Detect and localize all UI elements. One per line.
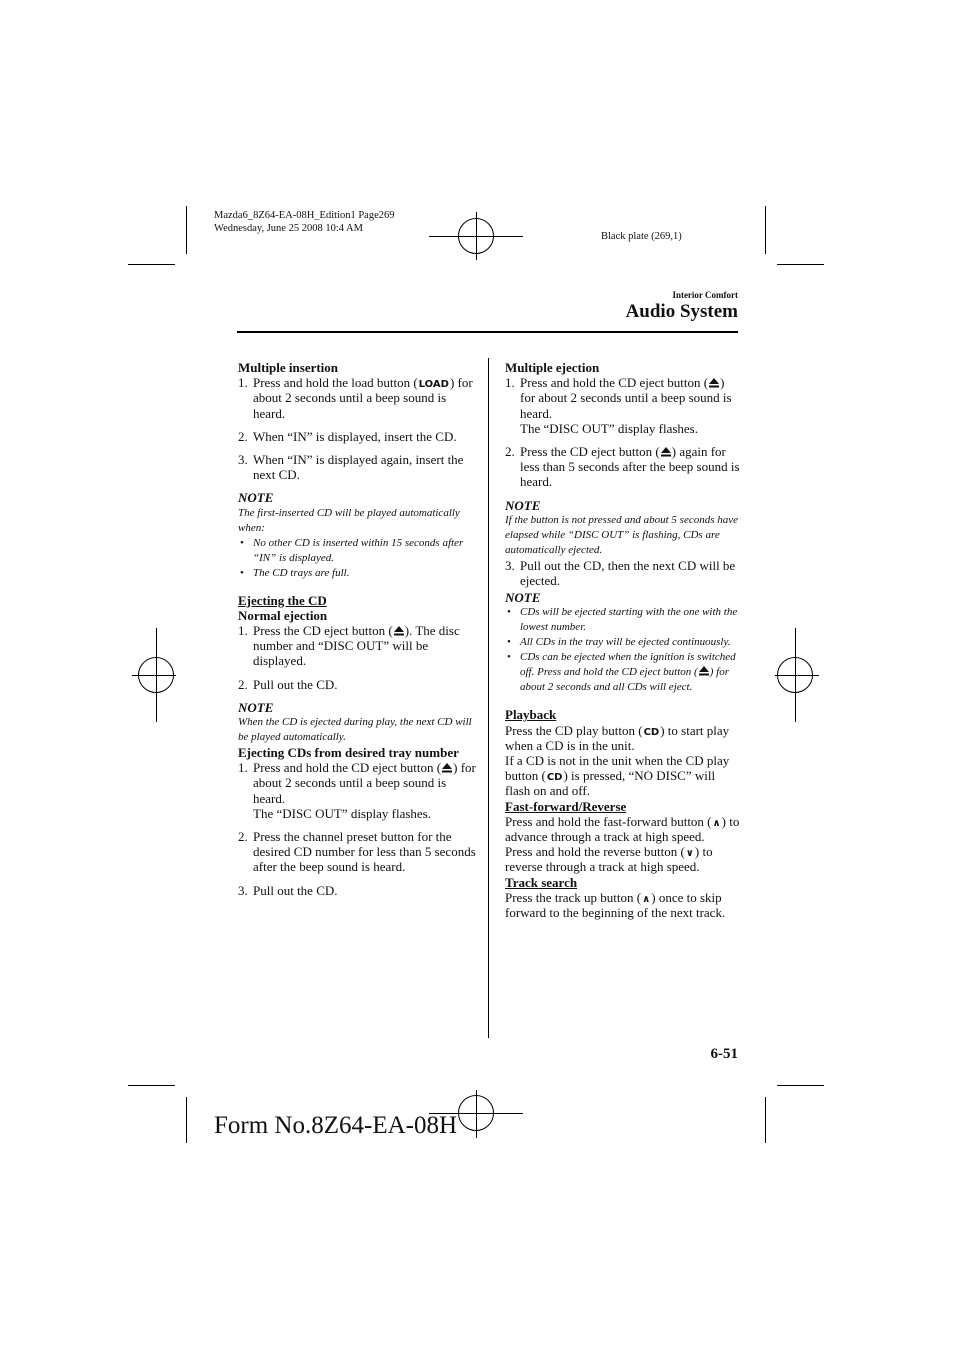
subsection-track-search: Track search (505, 874, 578, 890)
tray-ejection-steps (238, 760, 476, 898)
note-label: NOTE (238, 699, 274, 715)
note-normal-ejection: When the CD is ejected during play, the next CD will be played automatically. (238, 716, 472, 744)
note-bullet: • No other CD is inserted within 15 seconds after “IN” is displayed. (240, 536, 464, 564)
note-label: NOTE (238, 490, 274, 506)
subsection-playback: Playback (505, 707, 557, 723)
heading-multiple-insertion: Multiple insertion (238, 360, 339, 375)
note-bullet: • CDs will be ejected starting with the one with the lowest number. (507, 606, 738, 634)
date-line: Wednesday, June 25 2008 10:4 AM (214, 222, 363, 234)
registration-circle (138, 657, 174, 693)
registration-circle (458, 1095, 494, 1131)
crop-mark (777, 1085, 824, 1086)
header-rule (237, 331, 738, 333)
page-title: Audio System (625, 301, 738, 322)
note-bullet: • CDs can be ejected when the ignition is switched off. Press and hold the CD eject button ( ) for about 2 seconds and all CDs will eject. (507, 651, 736, 694)
multiple-ejection-steps (505, 375, 741, 489)
note-bullet: • All CDs in the tray will be ejected continuously. (507, 636, 731, 649)
list-item: 3. When “IN” is displayed again, insert the next CD. (238, 452, 464, 483)
list-item: 2. Press the CD eject button ( ) again for less than 5 seconds after the beep sound is heard. (505, 444, 740, 490)
crop-mark (186, 1097, 187, 1143)
note-ejection-bullets (505, 605, 741, 695)
eject-icon (441, 762, 453, 773)
list-item: 1. Press and hold the CD eject button ( ) for about 2 seconds until a beep sound is heard. The “DISC OUT” display flashes. (505, 375, 732, 436)
subsection-ffrev: Fast-forward/Reverse (505, 798, 627, 814)
eject-icon (660, 446, 672, 457)
list-item: 1. Press the CD eject button ( ). The disc number and “DISC OUT” will be displayed. (238, 623, 460, 669)
column-divider (488, 358, 489, 1038)
print-meta (214, 210, 395, 235)
plate-label: Black plate (269,1) (601, 231, 682, 242)
note-label: NOTE (505, 497, 541, 513)
crop-mark (765, 206, 766, 254)
right-column (505, 360, 741, 920)
note-multiple-ejection: If the button is not pressed and about 5 seconds have elapsed while “DISC OUT” is flashing, CDs are automatically ejected. (505, 513, 739, 556)
list-item: 1. Press and hold the CD eject button ( ) for about 2 seconds until a beep sound is heard. The “DISC OUT” display flashes. (238, 760, 476, 821)
up-icon: ∧ (712, 817, 721, 829)
list-item: 1. Press and hold the load button (LOAD) for about 2 seconds until a beep sound is heard. (238, 375, 473, 421)
up-icon: ∧ (642, 893, 651, 905)
registration-circle (777, 657, 813, 693)
section-category: Interior Comfort (672, 290, 738, 300)
load-icon: LOAD (418, 379, 449, 391)
playback-text: Press the CD play button (CD) to start play when a CD is in the unit. If a CD is not in the unit when the CD play button (CD) is pressed, “NO DISC” will flash on and off. (505, 722, 730, 799)
crop-mark (186, 206, 187, 254)
track-search-text: Press the track up button (∧) once to skip forward to the beginning of the next track. (505, 889, 726, 921)
crop-mark (128, 264, 175, 265)
list-item: 3. Pull out the CD, then the next CD will be ejected. (505, 557, 736, 589)
ffrev-text: Press and hold the fast-forward button (∧) to advance through a track at high speed. Press and hold the reverse button (∨) to reverse through a track at high speed. (505, 813, 740, 875)
list-item: 2. When “IN” is displayed, insert the CD. (238, 428, 457, 444)
note-label: NOTE (505, 590, 541, 606)
crop-mark (777, 264, 824, 265)
insertion-steps (238, 375, 476, 482)
list-item: 2. Pull out the CD. (238, 676, 338, 692)
down-icon: ∨ (685, 848, 694, 860)
heading-tray-ejection: Ejecting CDs from desired tray number (238, 745, 459, 761)
crop-mark (128, 1085, 175, 1086)
subsection-ejecting: Ejecting the CD (238, 592, 327, 608)
multiple-ejection-steps-cont (505, 558, 741, 588)
heading-normal-ejection: Normal ejection (238, 607, 328, 623)
cd-icon: CD (643, 726, 660, 738)
file-line: Mazda6_8Z64-EA-08H_Edition1 Page269 (214, 210, 395, 221)
note-insertion: The first-inserted CD will be played automatically when: • No other CD is inserted within 15 seconds after “IN” is displayed. • The CD trays are full. (238, 506, 476, 581)
form-number: Form No.8Z64-EA-08H (214, 1112, 458, 1139)
eject-icon (708, 377, 720, 388)
note-bullet: • The CD trays are full. (240, 566, 350, 579)
normal-ejection-steps (238, 623, 476, 692)
eject-icon (698, 665, 710, 676)
heading-multiple-ejection: Multiple ejection (505, 360, 600, 375)
eject-icon (393, 625, 405, 636)
left-column (238, 360, 476, 906)
crop-mark (765, 1097, 766, 1143)
list-item: 3. Pull out the CD. (238, 882, 338, 898)
page-number: 6-51 (710, 1046, 738, 1062)
registration-circle (458, 218, 494, 254)
list-item: 2. Press the channel preset button for the desired CD number for less than 5 seconds after the beep sound is heard. (238, 829, 476, 875)
cd-icon: CD (546, 772, 563, 784)
